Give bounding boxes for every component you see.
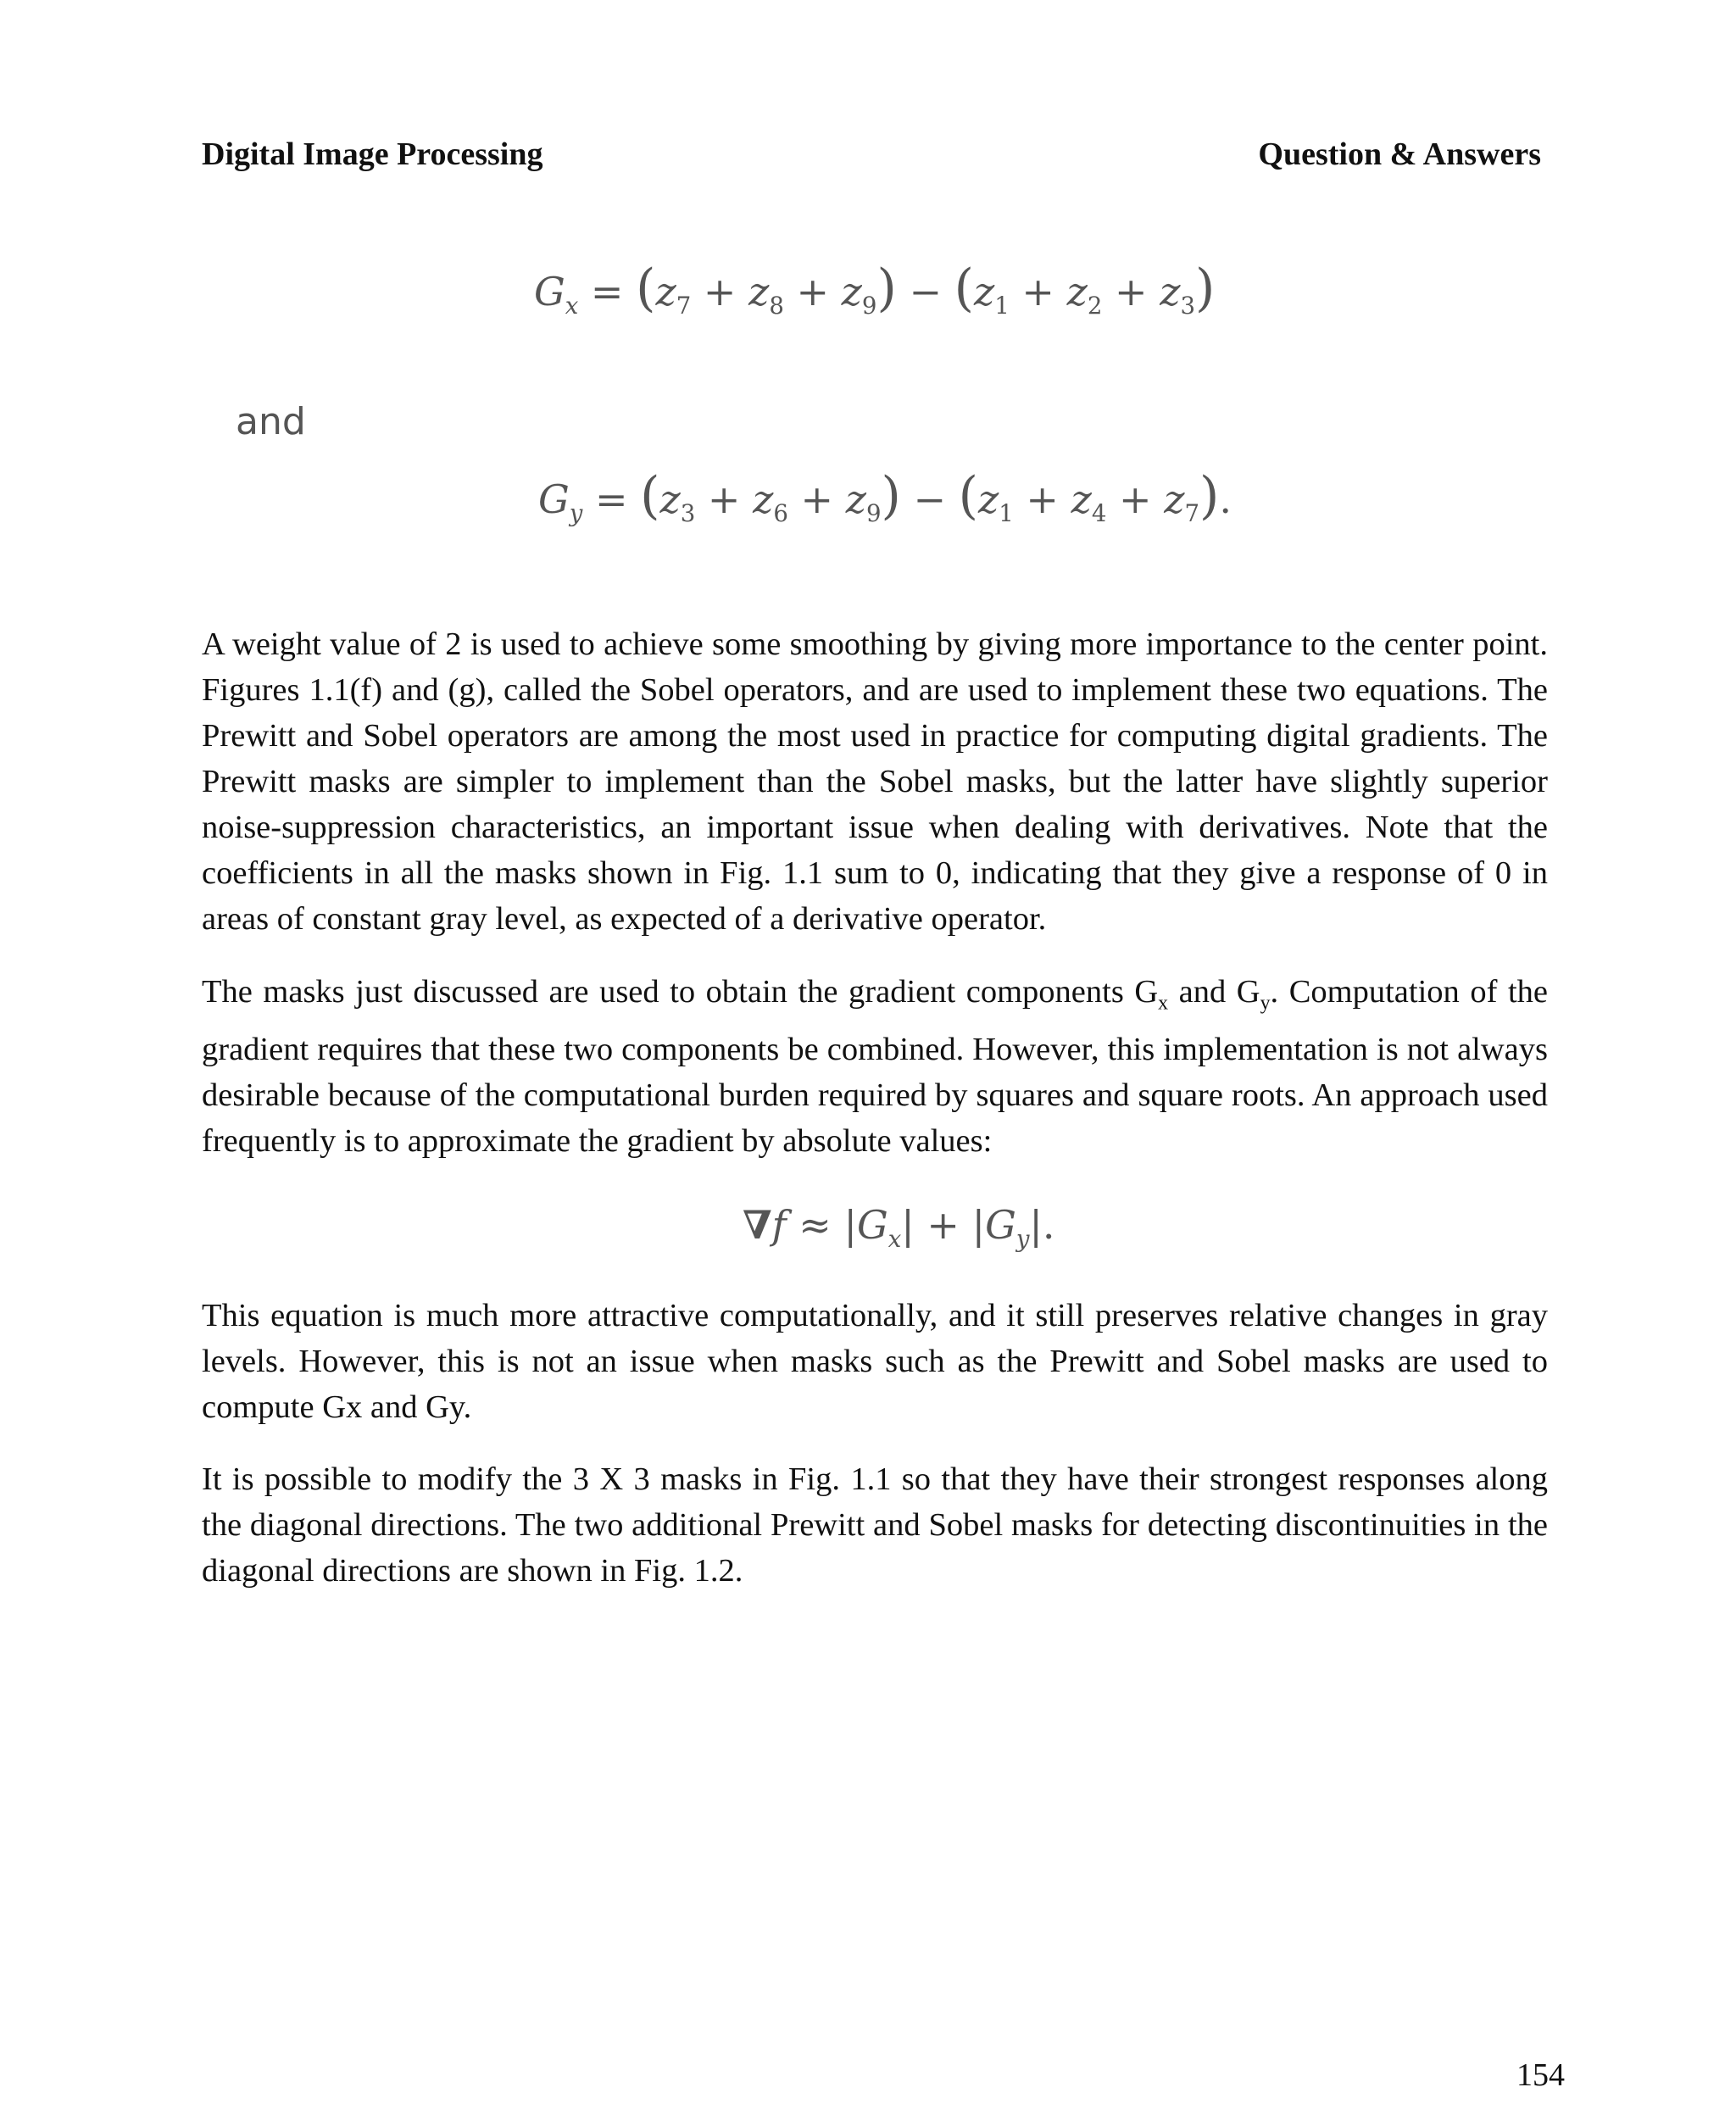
equation-gy: $G_y = (z_3 + z_6 + z_9) - (z_1 + z_4 + z_7)$.: [538, 466, 1232, 528]
subscript-y: y: [1260, 992, 1271, 1015]
equation-gx: $G_x = (z_7 + z_8 + z_9) - (z_1 + z_2 + z_3)$: [534, 259, 1216, 320]
paragraph-text: . Computation of the gradient requires that these two components be combined. However, this implementation is not always desirable because of the computational burden required by squares and square roots. An approach used frequently is to approximate the gradient by absolute values:: [202, 974, 1548, 1159]
paragraph-text: The masks just discussed are used to obtain the gradient components G: [202, 974, 1159, 1010]
paragraph-text: and G: [1168, 974, 1260, 1010]
page-number: 154: [1516, 2057, 1565, 2093]
equation-gradient-approx: $\nabla f \approx |G_x| + |G_y|$.: [743, 1202, 1055, 1254]
paragraph-sobel-weighting: A weight value of 2 is used to achieve some smoothing by giving more importance to the center point. Figures 1.1(f) and (g), called the Sobel operators, and are used to implement these two equations. The Prewitt and Sobel operators are among the most used in practice for computing digital gradients. The Prewitt masks are simpler to implement than the Sobel masks, but the latter have slightly superior noise-suppression characteristics, an important issue when dealing with derivatives. Note that the coefficients in all the masks shown in Fig. 1.1 sum to 0, indicating that they give a response of 0 in areas of constant gray level, as expected of a derivative operator.: [202, 626, 1548, 937]
paragraph-attractive-equation: This equation is much more attractive computationally, and it still preserves relative changes in gray levels. However, this is not an issue when masks such as the Prewitt and Sobel masks are used to compute Gx and Gy.: [202, 1298, 1548, 1425]
page-header: [202, 136, 1541, 178]
equation-and-label: and: [236, 400, 306, 443]
paragraph-diagonal-masks: It is possible to modify the 3 X 3 masks in Fig. 1.1 so that they have their strongest responses along the diagonal directions. The two additional Prewitt and Sobel masks for detecting discontinuities in the diagonal directions are shown in Fig. 1.2.: [202, 1461, 1548, 1589]
header-section: Question & Answers: [1258, 136, 1541, 172]
paragraph-gradient-components: [202, 969, 1548, 1164]
subscript-x: x: [1158, 992, 1169, 1015]
header-title: Digital Image Processing: [202, 136, 543, 172]
